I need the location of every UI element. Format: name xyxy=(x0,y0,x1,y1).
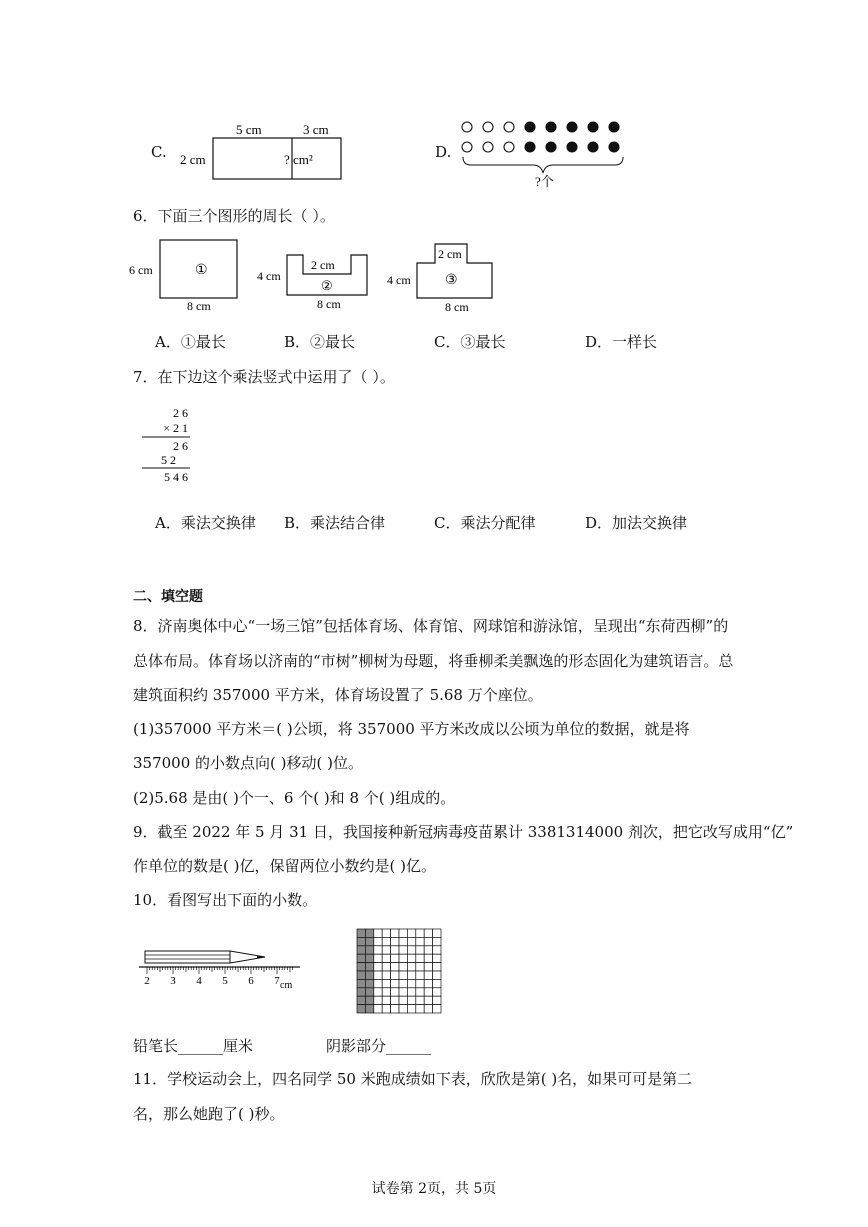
grid-cell-shaded xyxy=(365,937,373,945)
fig1-height: 6 cm xyxy=(129,263,153,277)
grid-cell xyxy=(382,996,390,1004)
grid-cell xyxy=(391,946,399,954)
label-3cm: 3 cm xyxy=(303,122,329,137)
dots-figure xyxy=(455,115,635,190)
fig3-bump: 2 cm xyxy=(438,247,462,261)
grid-cell xyxy=(424,946,432,954)
ruler-tick-label: 4 xyxy=(196,975,202,987)
label-area: ? cm² xyxy=(284,152,313,167)
grid-cell xyxy=(433,937,441,945)
q6-stem: 6．下面三个图形的周长（ ）。 xyxy=(133,207,335,225)
grid-cell xyxy=(399,979,407,987)
q6-option-c[interactable]: C．③最长 xyxy=(434,333,506,351)
grid-cell xyxy=(382,988,390,996)
grid-cell-shaded xyxy=(357,1005,365,1013)
grid-cell xyxy=(391,954,399,962)
grid-cell xyxy=(424,1005,432,1013)
grid-cell xyxy=(407,979,415,987)
filled-dot xyxy=(525,142,535,152)
grid-cell xyxy=(391,996,399,1004)
q7-option-a[interactable]: A．乘法交换律 xyxy=(155,514,256,532)
grid-cell xyxy=(399,971,407,979)
calc-row1: 2 6 xyxy=(173,406,188,420)
grid-cell-shaded xyxy=(365,971,373,979)
fig2-notch: 2 cm xyxy=(311,258,335,272)
grid-cell-shaded xyxy=(357,988,365,996)
grid-cell xyxy=(416,937,424,945)
grid-cell-shaded xyxy=(357,996,365,1004)
grid-cell xyxy=(416,963,424,971)
fig3-height: 4 cm xyxy=(387,273,411,287)
hollow-dot xyxy=(462,122,472,132)
fig2-width: 8 cm xyxy=(317,297,341,311)
grid-cell xyxy=(433,971,441,979)
option-c-letter: C. xyxy=(151,143,167,161)
grid-cell xyxy=(433,979,441,987)
grid-cell-shaded xyxy=(365,1005,373,1013)
ruler-tick-label: 7 xyxy=(274,975,280,987)
q8-line4: (1)357000 平方米＝( )公顷，将 357000 平方米改成以公顷为单位的数据，就是将 xyxy=(133,720,690,738)
grid-cell xyxy=(399,929,407,937)
grid-cell xyxy=(399,954,407,962)
grid-cell-shaded xyxy=(357,937,365,945)
grid-cell-shaded xyxy=(357,979,365,987)
q8-line1: 8．济南奥体中心“一场三馆”包括体育场、体育馆、网球馆和游泳馆，呈现出“东荷西柳”的 xyxy=(133,617,729,635)
calc-row5: 5 4 6 xyxy=(164,470,188,484)
grid-cell xyxy=(407,929,415,937)
filled-dot xyxy=(588,142,598,152)
grid-cell xyxy=(374,946,382,954)
grid-cell xyxy=(399,946,407,954)
grid-cell xyxy=(407,996,415,1004)
label-5cm: 5 cm xyxy=(236,122,262,137)
grid-cell xyxy=(433,946,441,954)
q7-option-b[interactable]: B．乘法结合律 xyxy=(284,514,386,532)
grid-cell xyxy=(433,954,441,962)
grid-cell-shaded xyxy=(365,963,373,971)
ruler-pencil-figure xyxy=(135,940,305,995)
filled-dot xyxy=(567,122,577,132)
grid-cell xyxy=(382,929,390,937)
hollow-dot xyxy=(504,142,514,152)
q6-option-b[interactable]: B．②最长 xyxy=(284,333,356,351)
grid-cell xyxy=(407,963,415,971)
grid-cell xyxy=(416,988,424,996)
grid-cell xyxy=(416,996,424,1004)
q11-line2: 名，那么她跑了( )秒。 xyxy=(133,1105,285,1123)
grid-cell xyxy=(424,954,432,962)
grid-cell xyxy=(399,996,407,1004)
q6-option-a[interactable]: A．①最长 xyxy=(155,333,226,351)
ruler-tick-label: 2 xyxy=(144,975,150,987)
fig2-height: 4 cm xyxy=(257,269,281,283)
q6-figures xyxy=(125,232,505,317)
grid-cell xyxy=(382,971,390,979)
grid-cell xyxy=(424,996,432,1004)
grid-cell xyxy=(416,979,424,987)
q8-line6: (2)5.68 是由( )个一、6 个( )和 8 个( )组成的。 xyxy=(133,789,456,807)
grid-cell-shaded xyxy=(357,946,365,954)
grid-cell xyxy=(391,971,399,979)
grid-cell xyxy=(424,929,432,937)
hollow-dot xyxy=(483,142,493,152)
grid-cell xyxy=(399,963,407,971)
grid-cell xyxy=(374,979,382,987)
filled-dot xyxy=(546,122,556,132)
grid-cell xyxy=(374,996,382,1004)
grid-cell xyxy=(374,954,382,962)
grid-cell xyxy=(382,954,390,962)
grid-cell xyxy=(416,946,424,954)
grid-cell xyxy=(374,1005,382,1013)
q8-line5: 357000 的小数点向( )移动( )位。 xyxy=(133,754,363,772)
grid-cell xyxy=(399,988,407,996)
brace-label: ?个 xyxy=(535,174,554,189)
grid-cell xyxy=(424,988,432,996)
filled-dot xyxy=(609,122,619,132)
grid-cell xyxy=(416,954,424,962)
grid-cell-shaded xyxy=(365,954,373,962)
fig1-label: ① xyxy=(195,263,208,278)
filled-dot xyxy=(567,142,577,152)
grid-cell xyxy=(374,971,382,979)
grid-cell-shaded xyxy=(365,929,373,937)
grid-cell xyxy=(391,988,399,996)
grid-cell xyxy=(391,963,399,971)
calc-row4: 5 2 xyxy=(161,453,176,467)
grid-cell xyxy=(433,996,441,1004)
grid-cell xyxy=(382,1005,390,1013)
q6-option-d[interactable]: D．一样长 xyxy=(585,333,658,351)
fig3-width: 8 cm xyxy=(445,300,469,314)
grid-cell xyxy=(424,979,432,987)
grid-cell xyxy=(374,963,382,971)
hundred-grid xyxy=(356,928,442,1014)
grid-cell xyxy=(391,1005,399,1013)
grid-cell xyxy=(374,988,382,996)
grid-cell xyxy=(424,971,432,979)
grid-cell xyxy=(407,946,415,954)
grid-cell xyxy=(382,946,390,954)
grid-cell xyxy=(407,1005,415,1013)
grid-cell xyxy=(391,979,399,987)
grid-cell xyxy=(382,963,390,971)
option-d-letter: D. xyxy=(435,143,452,161)
q7-option-d[interactable]: D．加法交换律 xyxy=(585,514,688,532)
grid-cell xyxy=(382,979,390,987)
rectangle-area-figure xyxy=(170,118,360,186)
filled-dot xyxy=(546,142,556,152)
ruler-tick-label: 3 xyxy=(170,975,176,987)
filled-dot xyxy=(609,142,619,152)
grid-cell xyxy=(433,988,441,996)
hollow-dot xyxy=(462,142,472,152)
hollow-dot xyxy=(504,122,514,132)
grid-cell xyxy=(407,988,415,996)
grid-cell-shaded xyxy=(365,996,373,1004)
grid-cell xyxy=(407,937,415,945)
grid-cell-shaded xyxy=(365,946,373,954)
grid-cell xyxy=(416,971,424,979)
grid-cell xyxy=(416,1005,424,1013)
fig3-label: ③ xyxy=(445,273,458,288)
grid-cell xyxy=(433,929,441,937)
grid-cell xyxy=(399,937,407,945)
grid-cell xyxy=(416,929,424,937)
grid-cell xyxy=(382,937,390,945)
vertical-multiplication xyxy=(138,402,198,486)
grid-cell-shaded xyxy=(357,971,365,979)
ruler-tick-label: 5 xyxy=(222,975,228,987)
ruler-tick-label: 6 xyxy=(248,975,254,987)
grid-cell-shaded xyxy=(357,954,365,962)
shade-caption: 阴影部分______ xyxy=(326,1037,432,1055)
hollow-dot xyxy=(483,122,493,132)
filled-dot xyxy=(588,122,598,132)
grid-cell xyxy=(374,929,382,937)
q7-stem: 7．在下边这个乘法竖式中运用了（ ）。 xyxy=(133,368,395,386)
grid-cell-shaded xyxy=(365,979,373,987)
q10-stem: 10．看图写出下面的小数。 xyxy=(133,891,318,909)
q11-line1: 11．学校运动会上，四名同学 50 米跑成绩如下表，欣欣是第( )名，如果可可是第二 xyxy=(133,1070,693,1088)
filled-dot xyxy=(525,122,535,132)
calc-row3: 2 6 xyxy=(173,439,188,453)
grid-cell xyxy=(391,929,399,937)
q8-line2: 总体布局。体育场以济南的“市树”柳树为母题，将垂柳柔美飘逸的形态固化为建筑语言。总 xyxy=(133,652,734,670)
grid-cell-shaded xyxy=(365,988,373,996)
q9-line2: 作单位的数是( )亿，保留两位小数约是( )亿。 xyxy=(133,857,436,875)
label-2cm: 2 cm xyxy=(180,152,206,167)
grid-cell xyxy=(424,937,432,945)
grid-cell-shaded xyxy=(357,963,365,971)
fig2-label: ② xyxy=(321,278,333,293)
grid-cell xyxy=(399,1005,407,1013)
q9-line1: 9．截至 2022 年 5 月 31 日，我国接种新冠病毒疫苗累计 3381314000 剂次，把它改写成用“亿” xyxy=(133,823,794,841)
section-title: 二、填空题 xyxy=(133,589,203,605)
grid-cell-shaded xyxy=(357,929,365,937)
q7-option-c[interactable]: C．乘法分配律 xyxy=(434,514,536,532)
grid-cell xyxy=(433,963,441,971)
grid-cell xyxy=(433,1005,441,1013)
grid-cell xyxy=(374,937,382,945)
pencil-caption: 铅笔长______厘米 xyxy=(133,1037,254,1055)
page-footer: 试卷第 2页，共 5页 xyxy=(371,1181,497,1197)
grid-cell xyxy=(424,963,432,971)
grid-cell xyxy=(391,937,399,945)
fig1-width: 8 cm xyxy=(187,299,211,313)
q8-line3: 建筑面积约 357000 平方米，体育场设置了 5.68 万个座位。 xyxy=(133,686,543,704)
grid-cell xyxy=(407,954,415,962)
ruler-unit: cm xyxy=(280,980,293,991)
calc-row2: × 2 1 xyxy=(163,421,188,435)
grid-cell xyxy=(407,971,415,979)
